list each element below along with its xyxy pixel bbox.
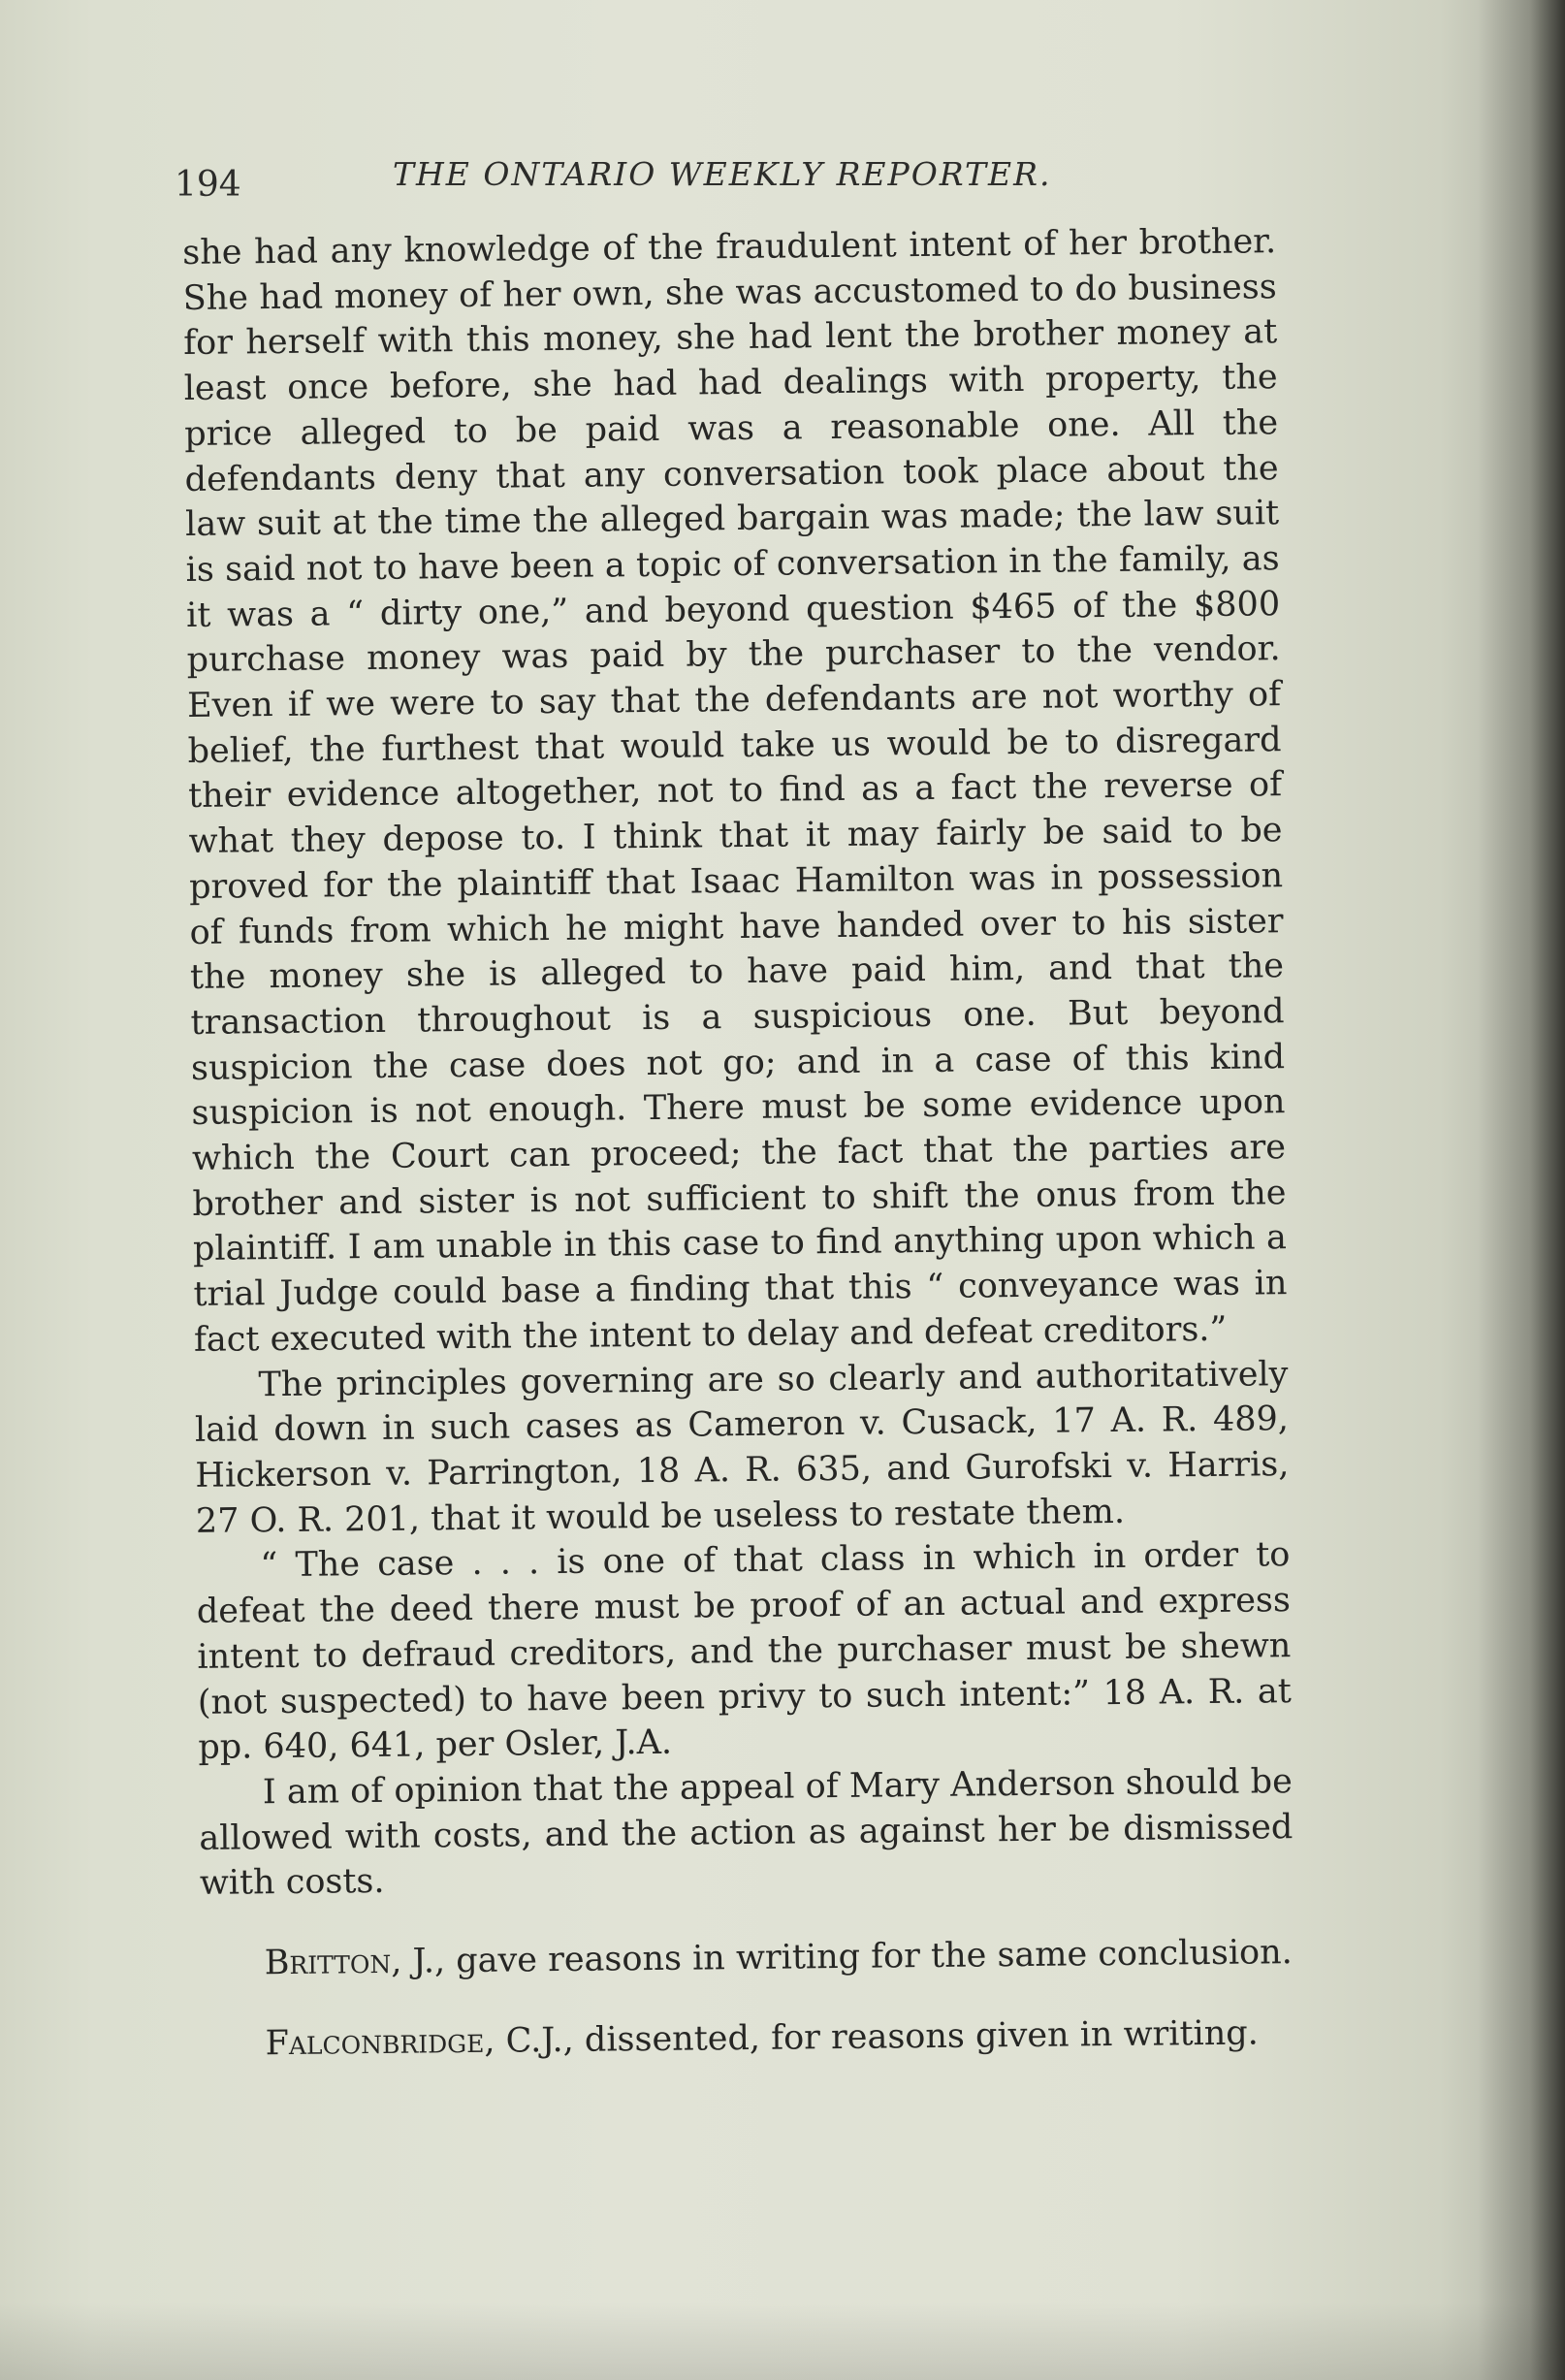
page-header bbox=[175, 155, 1280, 213]
opinion-britton bbox=[200, 1930, 1294, 1987]
opinion-text: , J., gave reasons in writing for the same conclusion. bbox=[391, 1933, 1293, 1981]
opinion-falconbridge bbox=[201, 2010, 1294, 2068]
running-head: THE ONTARIO WEEKLY REPORTER. bbox=[393, 155, 1052, 193]
body-text bbox=[182, 219, 1295, 2067]
judge-name: Falconbridge bbox=[265, 2021, 485, 2063]
opinion-text: , C.J., dissented, for reasons given in writing. bbox=[484, 2013, 1260, 2061]
paragraph-quotation: “ The case . . . is one of that class in which in order to defeat the deed there must be proof of an actual and express intent to defraud creditors, and the purchaser must be shewn (not suspected) to have been privy to such intent:” 18 A. R. at pp. 640, 641, per Osler, J.A. bbox=[196, 1535, 1293, 1768]
paragraph-continuation: she had any knowledge of the fraudulent intent of her brother. She had money of her own, she was accustomed to do business for herself with this money, she had lent the brother money at least once before, she had had dealings with property, the price alleged to be paid was a reasonable one. All the defendants deny that any conversation took place about the law suit at the time the alleged bargain was made; the law suit is said not to have been a topic of conversation in the family, as it was a “ dirty one,” and beyond question $465 of the $800 purchase money was paid by the purchaser to the vendor. Even if we were to say that the defendants are not worthy of belief, the furthest that would take us would be to disregard their evidence altogether, not to find as a fact the reverse of what they depose to. I think that it may fairly be said to be proved for the plaintiff that Isaac Hamilton was in possession of funds from which he might have handed over to his sister the money she is alleged to have paid him, and that the transaction throughout is a suspicious one. But beyond suspicion the case does not go; and in a case of this kind suspicion is not enough. There must be some evidence upon which the Court can proceed; the fact that the parties are brother and sister is not sufficient to shift the onus from the plaintiff. I am unable in this case to find anything upon which a trial Judge could base a finding that this “ conveyance was in fact executed with the intent to delay and defeat creditors.” bbox=[182, 222, 1288, 1360]
judge-name: Britton bbox=[264, 1942, 392, 1983]
paragraph-principles: The principles governing are so clearly and authoritatively laid down in such cases as Cameron v. Cusack, 17 A. R. 489, Hickerson v. Parrington, 18 A. R. 635, and Gurofski v. Harris, 27 O. R. 201, that it would be useless to restate them. bbox=[194, 1354, 1290, 1541]
paragraph-conclusion: I am of opinion that the appeal of Mary Anderson should be allowed with costs, and the action as against her be dismissed with costs. bbox=[199, 1762, 1294, 1904]
page-number: 194 bbox=[175, 165, 241, 205]
